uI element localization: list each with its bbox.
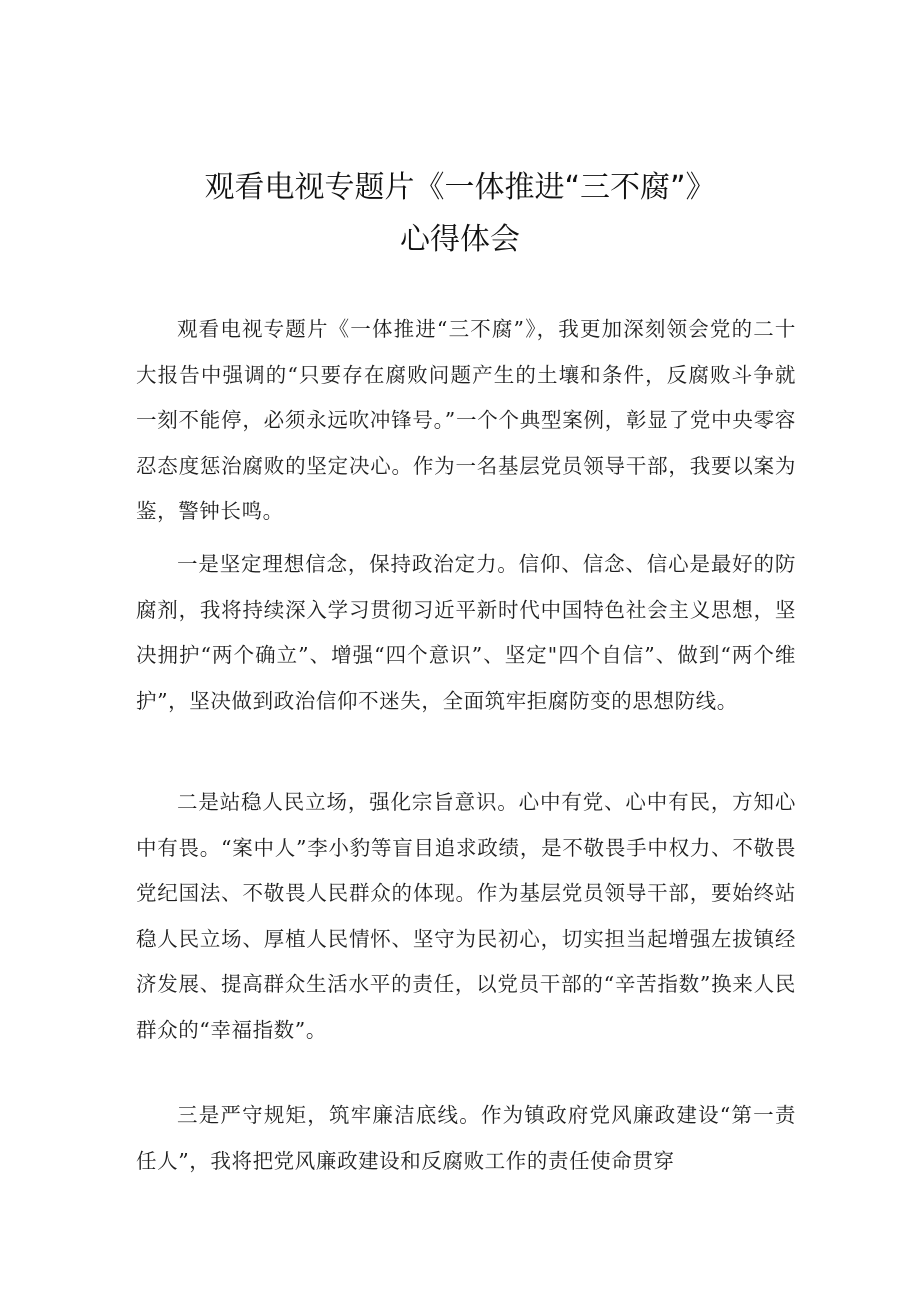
document-title-line2: 心得体会 (400, 222, 520, 257)
document-title-line1: 观看电视专题片《一体推进“三不腐”》 (204, 170, 716, 205)
paragraph-point-two: 二是站稳人民立场，强化宗旨意识。心中有党、心中有民，方知心中有畏。“案中人”李小豹等盲目追求政绩，是不敬畏手中权力、不敬畏党纪国法、不敬畏人民群众的体现。作为基层党员领导干部，要始终站稳人民立场、厚植人民情怀、坚守为民初心，切实担当起增强左拔镇经济发展、提高群众生活水平的责任，以党员干部的“辛苦指数”换来人民群众的“幸福指数”。 (136, 790, 796, 1042)
paragraph-intro: 观看电视专题片《一体推进“三不腐”》，我更加深刻领会党的二十大报告中强调的“只要存在腐败问题产生的土壤和条件，反腐败斗争就一刻不能停，必须永远吹冲锋号。”一个个典型案例，彰显了党中央零容忍态度惩治腐败的坚定决心。作为一名基层党员领导干部，我要以案为鉴，警钟长鸣。 (136, 317, 796, 523)
paragraph-point-three: 三是严守规矩，筑牢廉洁底线。作为镇政府党风廉政建设“第一责任人”，我将把党风廉政建设和反腐败工作的责任使命贯穿 (136, 1103, 796, 1173)
paragraph-point-one: 一是坚定理想信念，保持政治定力。信仰、信念、信心是最好的防腐剂，我将持续深入学习贯彻习近平新时代中国特色社会主义思想，坚决拥护“两个确立”、增强“四个意识”、坚定"四个自信”、做到“两个维护”，坚决做到政治信仰不迷失，全面筑牢拒腐防变的思想防线。 (136, 552, 796, 713)
